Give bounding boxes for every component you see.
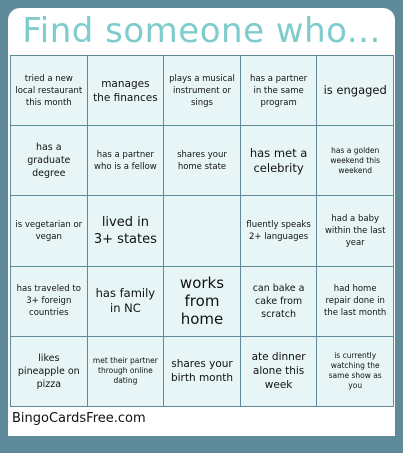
bingo-cell: has a partner who is a fellow	[88, 126, 165, 196]
free-space-cell	[164, 196, 241, 266]
bingo-cell: met their partner through online dating	[88, 337, 165, 407]
bingo-cell: has family in NC	[88, 267, 165, 337]
bingo-cell: lived in 3+ states	[88, 196, 165, 266]
bingo-cell: has met a celebrity	[241, 126, 318, 196]
bingo-cell: is vegetarian or vegan	[11, 196, 88, 266]
bingo-cell: shares your birth month	[164, 337, 241, 407]
bingo-cell: is currently watching the same show as you	[317, 337, 394, 407]
bingo-cell: had home repair done in the last month	[317, 267, 394, 337]
bingo-cell: can bake a cake from scratch	[241, 267, 318, 337]
bingo-cell: plays a musical instrument or sings	[164, 56, 241, 126]
bingo-cell: works from home	[164, 267, 241, 337]
bingo-cell: likes pineapple on pizza	[11, 337, 88, 407]
site-footer-text: BingoCardsFree.com	[12, 411, 146, 426]
bingo-cell: had a baby within the last year	[317, 196, 394, 266]
bingo-cell: has a golden weekend this weekend	[317, 126, 394, 196]
bingo-grid	[10, 55, 394, 407]
bingo-card	[8, 8, 395, 436]
bingo-cell: ate dinner alone this week	[241, 337, 318, 407]
card-title: Find someone who...	[22, 11, 381, 51]
bingo-cell: is engaged	[317, 56, 394, 126]
bingo-cell: has a partner in the same program	[241, 56, 318, 126]
bingo-cell: fluently speaks 2+ languages	[241, 196, 318, 266]
bingo-cell: has traveled to 3+ foreign countries	[11, 267, 88, 337]
bingo-cell: has a graduate degree	[11, 126, 88, 196]
bingo-cell: shares your home state	[164, 126, 241, 196]
bingo-cell: manages the finances	[88, 56, 165, 126]
bingo-cell: tried a new local restaurant this month	[11, 56, 88, 126]
